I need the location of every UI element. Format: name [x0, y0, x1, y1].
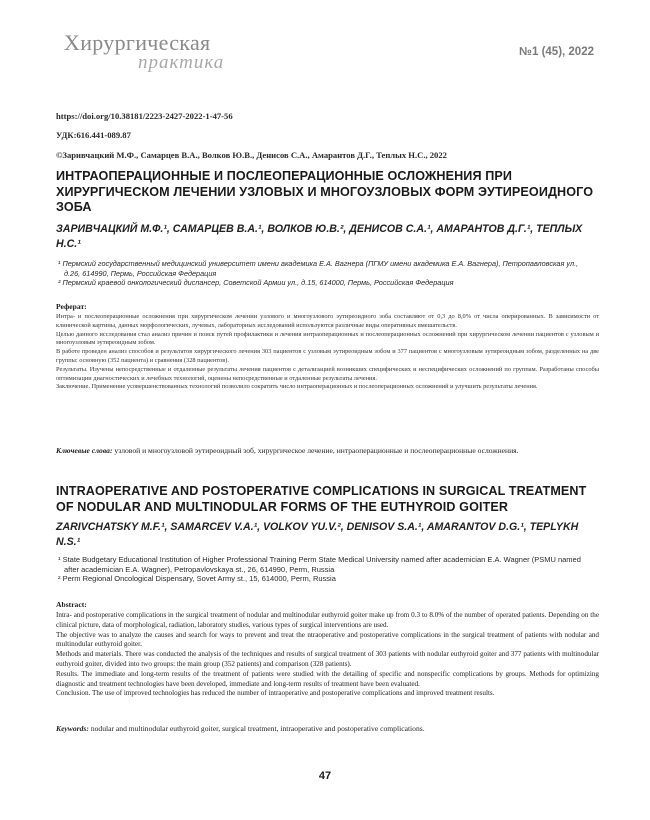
- abstract-ru-paragraph: Целью данного исследования стал анализ причин и поиск путей профилактики и лечения интраоперационных и послеоперационных осложнений при хирургическом лечении пациентов с узловым и многоузловым эутиреоидным зобом.: [56, 330, 599, 347]
- abstract-label-russian: Реферат:: [56, 302, 87, 311]
- abstract-english: [56, 611, 599, 699]
- authors-russian: ЗАРИВЧАЦКИЙ М.Ф.¹, САМАРЦЕВ В.А.¹, ВОЛКОВ Ю.В.², ДЕНИСОВ С.А.¹, АМАРАНТОВ Д.Г.¹, ТЕПЛЫХ Н.С.¹: [56, 223, 583, 250]
- title-russian: ИНТРАОПЕРАЦИОННЫЕ И ПОСЛЕОПЕРАЦИОННЫЕ ОСЛОЖНЕНИЯ ПРИ ХИРУРГИЧЕСКОМ ЛЕЧЕНИИ УЗЛОВЫХ И МНОГОУЗЛОВЫХ ФОРМ ЭУТИРЕОИДНОГО ЗОБА: [56, 169, 594, 215]
- logo-top-text: Хирургическая: [64, 30, 211, 55]
- abstract-ru-paragraph: Заключение. Применение усовершенствованных технологий позволило сократить число интраоперационных и послеоперационных осложнений и улучшить результаты лечения.: [56, 383, 538, 391]
- abstract-en-paragraph: Results. The immediate and long-term results of the treatment of patients were studied with the detailing of specific and nonspecific complications by groups. Methods for optimizing diagnostic and treatment technologies have been developed, immediate and long-term results of treatment have been evaluated.: [56, 669, 599, 688]
- keywords-english: [56, 724, 599, 735]
- page-number: 47: [318, 770, 332, 782]
- affiliations-russian: [56, 259, 596, 288]
- doi-link[interactable]: https://doi.org/10.38181/2223-2427-2022-1-47-56: [56, 111, 233, 121]
- logo-bottom-text: практика: [138, 52, 225, 73]
- abstract-en-paragraph: Methods and materials. There was conducted the analysis of the techniques and results of surgical treatment of 303 patients with nodular euthyroid goiter and 377 patients with multinodular euthyroid goiter, divided into two groups: the main group (352 patients) and comparison (328 patients).: [56, 650, 599, 668]
- affiliation-ru-2: ² Пермский краевой онкологический диспансер, Советской Армии ул., д.15, 614000, Пермь, Российская Федерация: [58, 278, 454, 288]
- abstract-en-paragraph: Intra- and postoperative complications in the surgical treatment of nodular and multinodular euthyroid goiter make up from 0.3 to 8.0% of the number of operated patients. Depending on the clinical picture, data of morphological, radiation, laboratory studies, various types of surgical interventions are used.: [56, 611, 599, 629]
- abstract-en-paragraph: The objective was to analyze the causes and search for ways to prevent and treat the ntraoperative and postoperative complications in the surgical treatment of patients with nodular and multinodular euthyroid goiter.: [56, 630, 599, 649]
- affiliation-en-2: ² Perm Regional Oncological Dispensary, Sovet Army st., 15, 614000, Perm, Russia: [58, 574, 336, 584]
- copyright-line: ©Заривчацкий М.Ф., Самарцев В.А., Волков Ю.В., Денисов С.А., Амарантов Д.Г., Теплых Н.С., 2022: [56, 150, 447, 160]
- abstract-russian: [56, 313, 599, 392]
- abstract-ru-paragraph: В работе проведен анализ способов и результатов хирургического лечения 303 пациентов с узловым эутиреоидным зобом и 377 пациентов с многоузловым эутиреоидным зобом, разделенных на две группы: основную (352 пациента) и сравнения (328 пациентов).: [56, 348, 599, 364]
- affiliations-english: [56, 555, 596, 584]
- title-english: INTRAOPERATIVE AND POSTOPERATIVE COMPLICATIONS IN SURGICAL TREATMENT OF NODULAR AND MULTINODULAR FORMS OF THE EUTHYROID GOITER: [56, 484, 587, 514]
- abstract-label-english: Abstract:: [56, 600, 87, 609]
- affiliation-ru-1: ¹ Пермский государственный медицинский университет имени академика Е.А. Вагнера (ПГМУ имени академика Е.А. Вагнера), Петропавловская ул., д.26, 614990, Пермь, Российская Федерация: [58, 259, 579, 278]
- abstract-ru-paragraph: Результаты. Изучены непосредственные и отдаленные результаты лечения пациентов с детализацией возникших специфических и неспецифических осложнений по группам. Разработаны способы оптимизации диагностических и лечебных технологий, оценены непосредственные и отдаленные результаты лечения.: [56, 365, 599, 382]
- keywords-text-english: nodular and multinodular euthyroid goiter, surgical treatment, intraoperative and postoperative complications.: [90, 724, 425, 733]
- journal-logo: [64, 32, 234, 82]
- keywords-label-english: Keywords:: [56, 724, 89, 733]
- authors-english: ZARIVCHATSKY M.F.¹, SAMARCEV V.A.¹, VOLKOV YU.V.², DENISOV S.A.¹, AMARANTOV D.G.¹, TEPLYKH N.S.¹: [56, 521, 579, 548]
- keywords-label-russian: Ключевые слова:: [56, 446, 113, 455]
- udk-code: УДК:616.441-089.87: [56, 130, 131, 140]
- abstract-ru-paragraph: Интра- и послеоперационные осложнения при хирургическом лечении узлового и многоузлового эутиреоидного зоба составляют от 0,3 до 8,0% от числа оперированных. В зависимости от клинической картины, данных морфологических, лучевых, лабораторных исследований используются различные виды оперативных вмешательств.: [56, 313, 599, 329]
- affiliation-en-1: ¹ State Budgetary Educational Institution of Higher Professional Training Perm State Medical University named after academician E.A. Wagner (PSMU named after academician E.A. Wagner), Petropavlovskaya st., 26, 614990, Perm, Russia: [58, 555, 581, 574]
- keywords-text-russian: узловой и многоузловой эутиреоидный зоб, хирургическое лечение, интраоперационные и послеоперационные осложнения.: [114, 446, 519, 455]
- keywords-russian: [56, 446, 599, 457]
- abstract-en-paragraph: Conclusion. The use of improved technologies has reduced the number of intraoperative and postoperative complications and improved treatment results.: [56, 689, 495, 698]
- issue-number: №1 (45), 2022: [519, 46, 594, 58]
